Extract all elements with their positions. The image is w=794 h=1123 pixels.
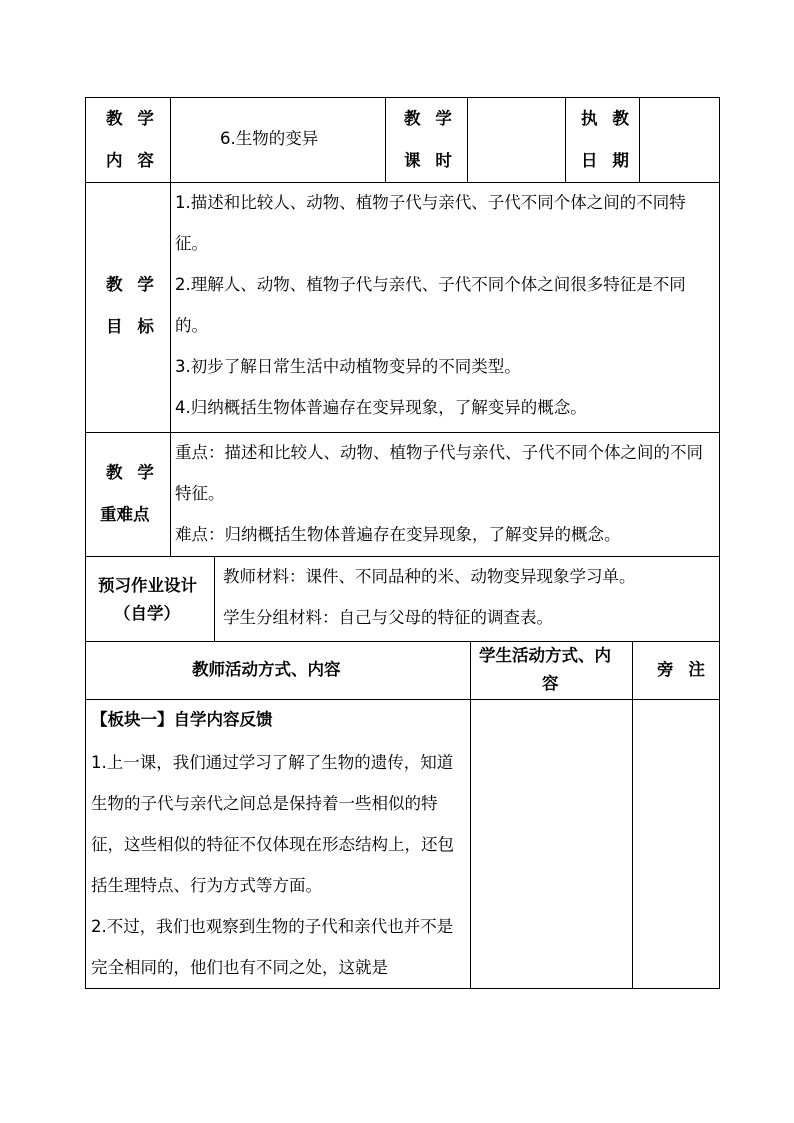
prep-list [223, 556, 713, 638]
content-label: 内容 [106, 151, 169, 170]
goal-item: 1.描述和比较人、动物、植物子代与亲代、子代不同个体之间的不同特征。 [175, 193, 686, 253]
activity-paragraph: 1.上一课，我们通过学习了解了生物的遗传，知道生物的子代与亲代之间总是保持着一些相似的特征，这些相似的特征不仅体现在形态结构上，还包括生理特点、行为方式等方面。 [91, 753, 454, 895]
lesson-title: 6.生物的变异 [220, 129, 319, 148]
date-label: 执教 [581, 109, 644, 128]
prep-item: 教师材料：课件、不同品种的米、动物变异现象学习单。 [223, 567, 636, 586]
goals-label: 教学 [106, 275, 169, 294]
block-title: 【板块一】自学内容反馈 [91, 710, 273, 729]
col-divider [170, 98, 171, 557]
teacher-activity-content [91, 742, 466, 988]
student-activity-header: 容 [542, 674, 559, 693]
student-activity-header: 学生活动方式、内 [479, 646, 611, 665]
notes-header: 旁注 [657, 660, 720, 679]
activity-paragraph: 2.不过，我们也观察到生物的子代和亲代也并不是完全相同的，他们也有不同之处，这就是 [91, 917, 454, 977]
hours-label: 课时 [404, 151, 467, 170]
goals-list [175, 182, 716, 428]
col-divider [565, 98, 566, 183]
keypoints-label: 重难点 [100, 505, 150, 524]
col-divider [470, 641, 471, 988]
col-divider [467, 98, 468, 183]
goal-item: 2.理解人、动物、植物子代与亲代、子代不同个体之间很多特征是不同的。 [175, 275, 686, 335]
prep-item: 学生分组材料：自己与父母的特征的调查表。 [223, 608, 553, 627]
prep-label: （自学） [114, 604, 180, 623]
goal-item: 3.初步了解日常生活中动植物变异的不同类型。 [175, 357, 521, 376]
col-divider [385, 98, 386, 183]
teacher-activity-header: 教师活动方式、内容 [192, 660, 341, 679]
goals-label: 目标 [106, 317, 169, 336]
hours-label: 教学 [404, 109, 467, 128]
row-divider [86, 699, 719, 700]
col-divider [214, 556, 215, 642]
content-label: 教学 [106, 109, 169, 128]
row-divider [86, 641, 719, 642]
keypoint-item: 重点：描述和比较人、动物、植物子代与亲代、子代不同个体之间的不同特征。 [175, 443, 703, 503]
keypoints-list [175, 432, 716, 555]
lesson-plan-table [85, 97, 720, 989]
goal-item: 4.归纳概括生物体普遍存在变异现象，了解变异的概念。 [175, 398, 587, 417]
date-label: 日期 [581, 151, 644, 170]
keypoint-item: 难点：归纳概括生物体普遍存在变异现象，了解变异的概念。 [175, 525, 621, 544]
col-divider [632, 641, 633, 988]
keypoints-label: 教学 [106, 463, 169, 482]
prep-label: 预习作业设计 [98, 576, 197, 595]
